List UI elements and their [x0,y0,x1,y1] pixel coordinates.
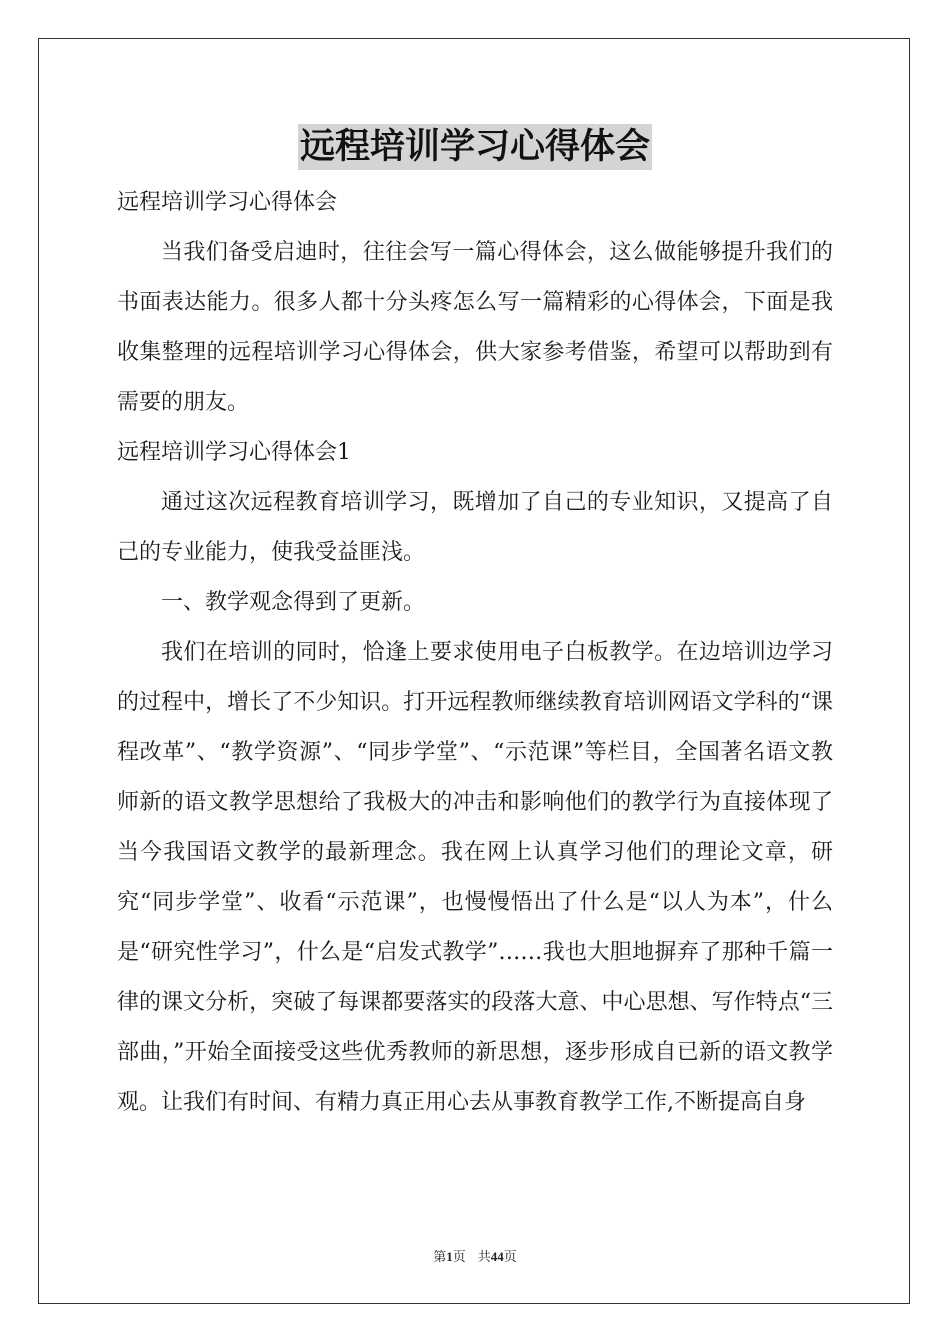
document-body [117,178,833,1128]
page-suffix: 页 [452,1249,466,1264]
paragraph: 当我们备受启迪时，往往会写一篇心得体会，这么做能够提升我们的书面表达能力。很多人都十分头疼怎么写一篇精彩的心得体会，下面是我收集整理的远程培训学习心得体会，供大家参考借鉴，希望可以帮助到有需要的朋友。 [117,240,833,415]
paragraph: 我们在培训的同时，恰逢上要求使用电子白板教学。在边培训边学习的过程中，增长了不少知识。打开远程教师继续教育培训网语文学科的“课程改革”、“教学资源”、“同步学堂”、“示范课”等栏目，全国著名语文教师新的语文教学思想给了我极大的冲击和影响他们的教学行为直接体现了当今我国语文教学的最新理念。我在网上认真学习他们的理论文章，研究“同步学堂”、收看“示范课”，也慢慢悟出了什么是“以人为本”，什么是“研究性学习”，什么是“启发式教学”……我也大胆地摒弃了那种千篇一律的课文分析，突破了每课都要落实的段落大意、中心思想、写作特点“三部曲，”开始全面接受这些优秀教师的新思想，逐步形成自已新的语文教学观。让我们有时间、有精力真正用心去从事教育教学工作,不断提高自身 [117,640,833,1115]
page-footer [0,1246,950,1265]
paragraph: 通过这次远程教育培训学习，既增加了自己的专业知识，又提高了自己的专业能力，使我受益匪浅。 [117,490,833,565]
section-heading: 远程培训学习心得体会1 [117,440,351,465]
section-heading: 远程培训学习心得体会 [117,190,338,215]
document-title: 远程培训学习心得体会 [298,124,652,170]
page-prefix: 第 [433,1249,447,1264]
title-container [0,124,950,170]
paragraph: 一、教学观念得到了更新。 [161,590,426,615]
total-suffix: 页 [503,1249,517,1264]
total-prefix: 共 [477,1249,491,1264]
total-pages: 44 [490,1249,504,1264]
page-number: 1 [446,1249,453,1264]
